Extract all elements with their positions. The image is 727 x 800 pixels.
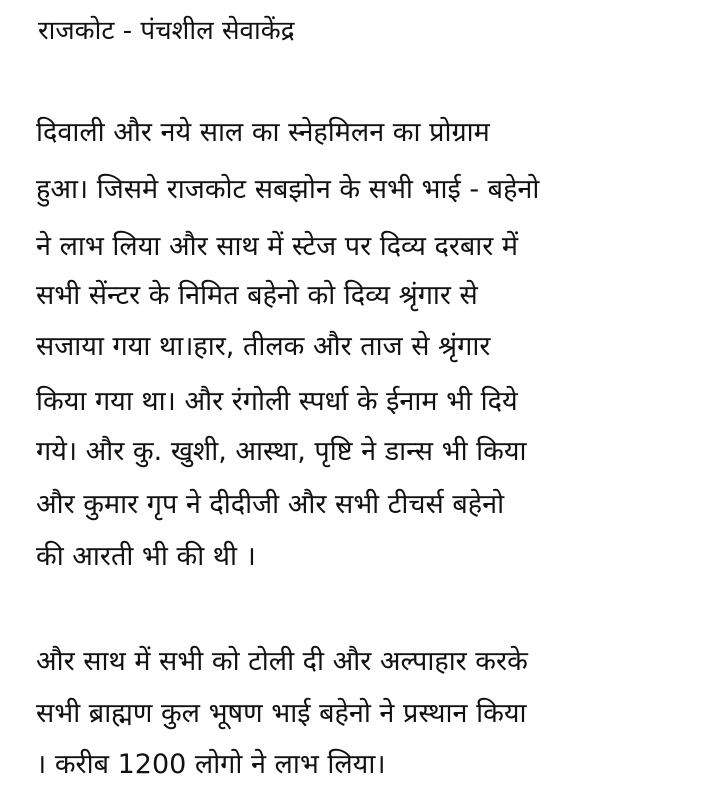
paragraph-1-line: गये। और कु. खुशी, आस्था, पृष्टि ने डान्स भी किया xyxy=(36,436,527,467)
paragraph-2-line: और साथ में सभी को टोली दी और अल्पाहार करके xyxy=(36,646,528,677)
paragraph-2-line: सभी ब्राह्मण कुल भूषण भाई बहेनो ने प्रस्थान किया xyxy=(36,698,527,729)
paragraph-1-line: ने लाभ लिया और साथ में स्टेज पर दिव्य दरबार में xyxy=(36,231,519,262)
paragraph-1-line: दिवाली और नये साल का स्नेहमिलन का प्रोग्राम xyxy=(36,117,490,148)
paragraph-2-line: । करीब 1200 लोगो ने लाभ लिया। xyxy=(36,749,386,780)
document-heading: राजकोट - पंचशील सेवाकेंद्र xyxy=(38,16,295,46)
paragraph-1-line: किया गया था। और रंगोली स्पर्धा के ईनाम भी दिये xyxy=(36,386,518,417)
paragraph-1-line: और कुमार गृप ने दीदीजी और सभी टीचर्स बहेनो xyxy=(36,489,505,520)
paragraph-1-line: सजाया गया था।हार, तीलक और ताज से श्रृंगार xyxy=(36,331,491,362)
paragraph-1-line: की आरती भी की थी । xyxy=(36,541,256,572)
paragraph-1-line: सभी सेंन्टर के निमित बहेनो को दिव्य श्रृंगार से xyxy=(36,280,478,311)
paragraph-1-line: हुआ। जिसमे राजकोट सबझोन के सभी भाई - बहेनो xyxy=(36,174,540,205)
